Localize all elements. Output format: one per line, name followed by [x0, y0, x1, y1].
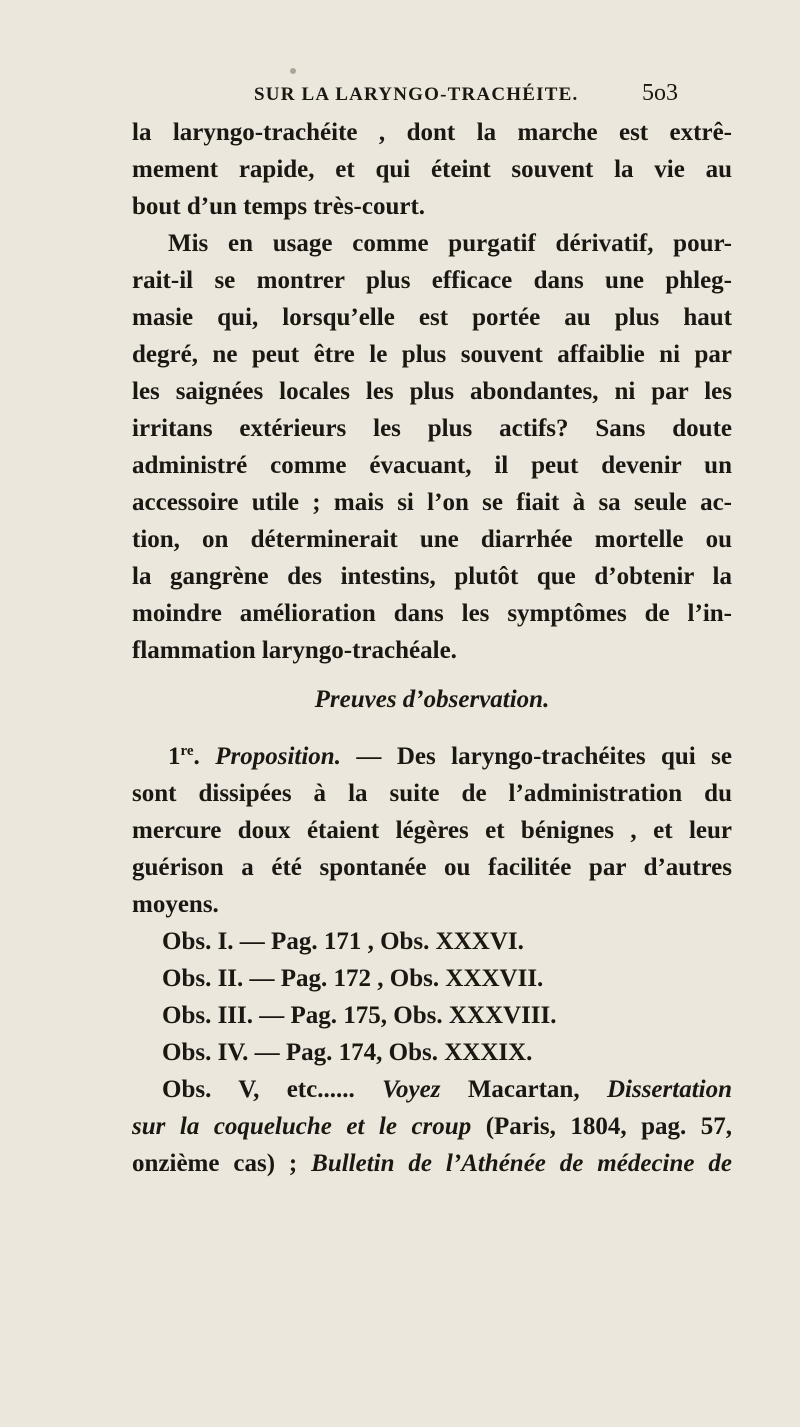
- text-line: bout d’un temps très-court.: [132, 193, 426, 220]
- proposition-ordinal: re: [180, 743, 194, 759]
- text-line: la gangrène des intestins, plutôt que d’obtenir la: [132, 563, 732, 590]
- text-line: irritans extérieurs les plus actifs? Sans doute: [132, 415, 732, 442]
- text-line: administré comme évacuant, il peut devenir un: [132, 452, 732, 479]
- running-head: SUR LA LARYNGO-TRACHÉITE.: [254, 84, 579, 105]
- reference-voyez: Voyez: [382, 1076, 441, 1103]
- ink-spot: [290, 68, 296, 74]
- reference: [132, 1071, 732, 1182]
- text-line: Mis en usage comme purgatif dérivatif, pour-: [168, 230, 732, 257]
- text-line: moyens.: [132, 891, 219, 918]
- observation-item: Obs. IV. — Pag. 174, Obs. XXXIX.: [162, 1039, 533, 1066]
- observation-item: Obs. I. — Pag. 171 , Obs. XXXVI.: [162, 928, 524, 955]
- proposition-text: — Des laryngo-trachéites qui se: [340, 743, 732, 770]
- reference-case: onzième cas) ;: [132, 1150, 312, 1177]
- reference-bulletin: Bulletin de l’Athénée de médecine de: [311, 1150, 732, 1177]
- reference-title: sur la coqueluche et le croup: [132, 1113, 472, 1140]
- text-line: mement rapide, et qui éteint souvent la vie au: [132, 156, 732, 183]
- proposition-label: Proposition.: [215, 743, 341, 770]
- proposition-first-line: 1re. Proposition. — Des laryngo-trachéites qui se: [168, 743, 732, 770]
- reference-obs: Obs. V, etc......: [162, 1076, 383, 1103]
- paragraph-purgative: [132, 225, 732, 669]
- proposition-number: 1: [168, 743, 181, 770]
- text-line: moindre amélioration dans les symptômes de l’in-: [132, 600, 732, 627]
- reference-title: Dissertation: [606, 1076, 732, 1103]
- page-body: [132, 114, 732, 1182]
- page-number: 5o3: [642, 80, 678, 106]
- text-line: mercure doux étaient légères et bénignes , et leur: [132, 817, 732, 844]
- text-line: tion, on déterminerait une diarrhée mortelle ou: [132, 526, 732, 553]
- text-line: accessoire utile ; mais si l’on se fiait à sa seule ac-: [132, 489, 732, 516]
- reference-line: [132, 1071, 732, 1108]
- text-line: rait-il se montrer plus efficace dans une phleg-: [132, 267, 732, 294]
- text-line: guérison a été spontanée ou facilitée par d’autres: [132, 854, 732, 881]
- text-line: sont dissipées à la suite de l’administration du: [132, 780, 732, 807]
- reference-line: [132, 1145, 732, 1182]
- observation-item: Obs. III. — Pag. 175, Obs. XXXVIII.: [162, 1002, 557, 1029]
- paragraph-conclusion: [132, 114, 732, 225]
- observation-item: Obs. II. — Pag. 172 , Obs. XXXVII.: [162, 965, 544, 992]
- text-line: masie qui, lorsqu’elle est portée au plus haut: [132, 304, 732, 331]
- observation-list: [132, 923, 732, 1071]
- reference-citation: (Paris, 1804, pag. 57,: [471, 1113, 732, 1140]
- section-heading: Preuves d’observation.: [314, 686, 550, 713]
- text-line: la laryngo-trachéite , dont la marche est extrê-: [132, 119, 732, 146]
- text-line: degré, ne peut être le plus souvent affaiblie ni par: [132, 341, 732, 368]
- reference-author: Macartan,: [440, 1076, 607, 1103]
- proposition: [132, 738, 732, 923]
- text-line: flammation laryngo-trachéale.: [132, 637, 457, 664]
- text-line: les saignées locales les plus abondantes, ni par les: [132, 378, 732, 405]
- reference-line: [132, 1108, 732, 1145]
